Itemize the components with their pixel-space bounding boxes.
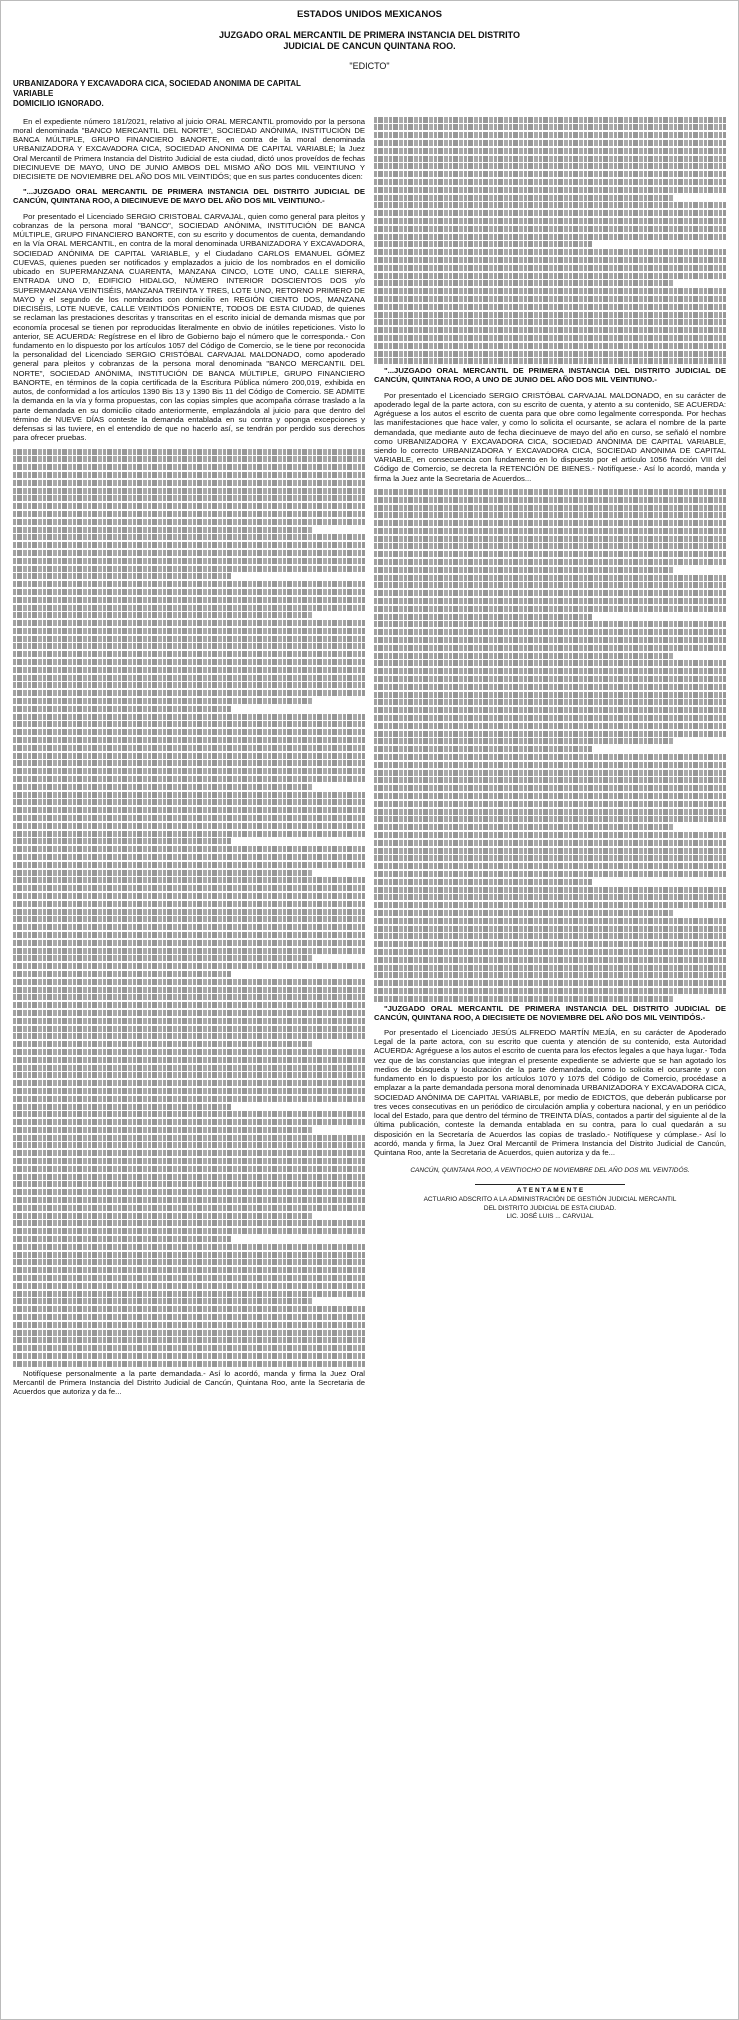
small-print-line [374, 505, 726, 511]
right-column [374, 117, 726, 1403]
small-print-line [13, 472, 365, 478]
small-print-line [374, 241, 592, 247]
small-print-line [13, 1345, 365, 1351]
body-columns [13, 117, 726, 1403]
small-print-line [13, 675, 365, 681]
small-print-line [13, 612, 312, 618]
document-header [13, 9, 726, 71]
small-print-line [13, 698, 312, 704]
small-print-line [13, 558, 365, 564]
small-print-line [374, 614, 592, 620]
small-print-line [374, 296, 726, 302]
small-print-line [13, 1018, 365, 1024]
small-print-line [13, 893, 365, 899]
small-print-line [13, 464, 365, 470]
small-print-line [374, 512, 726, 518]
small-print-line [374, 265, 726, 271]
small-print-line [374, 218, 726, 224]
small-print-line [13, 605, 365, 611]
small-print-line [13, 838, 231, 844]
small-print-line [374, 988, 726, 994]
signature-date: CANCÚN, QUINTANA ROO, A VEINTIOCHO DE NOVIEMBRE DEL AÑO DOS MIL VEINTIDÓS. [410, 1167, 690, 1175]
small-print-line [13, 1026, 365, 1032]
court-title-line1: JUZGADO ORAL MERCANTIL DE PRIMERA INSTANCIA DEL DISTRITO [218, 30, 520, 40]
small-print-line [13, 636, 365, 642]
small-print-line [374, 894, 726, 900]
small-print-line [374, 660, 726, 666]
small-print-line [374, 902, 726, 908]
small-print-line [374, 210, 726, 216]
small-print-line [374, 140, 726, 146]
small-print-line [13, 916, 365, 922]
signature-name: LIC. JOSÉ LUIS ... CARVIJAL [506, 1213, 594, 1221]
small-print-line [374, 288, 726, 294]
small-print-line [13, 846, 365, 852]
auto1-body: Por presentado el Licenciado SERGIO CRISTOBAL CARVAJAL, quien como general para pleitos y cobranzas de la persona moral "BANCO", SOCIEDAD ANÓNIMA, INSTITUCIÓN DE BANCA MÚLTIPLE, GRUPO FINANCIERO BANORTE, con su escrito y documentos de cuenta, demandando en la Vía ORAL MERCANTIL, en contra de la moral denominada URBANIZADORA Y EXCAVADORA, SOCIEDAD ANÓNIMA DE CAPITAL VARIABLE, y el Ciudadano CARLOS EMANUEL GÓMEZ CUEVAS, quienes pueden ser notificados y emplazados a juicio de los nombrados en el domicilio ubicado en SUPERMANZANA CUARENTA, MANZANA CINCO, LOTE UNO, CALLE SIERRA, ENTRADA UNO D, EDIFICIO HIDALGO, NÚMERO INTERIOR DOSCIENTOS DOS y/o SUPERMANZANA VEINTISÉIS, MANZANA TREINTA Y TRES, LOTE UNO, RETORNO PRIMERO DE MAYO y el segundo de los nombrados con domicilio en REGIÓN CIENTO DOS, MANZANA DIECISÉIS, LOTE NUEVE, CALLE VEINTIDÓS PONIENTE, TODOS DE ESTA CIUDAD, de quienes se reclaman las prestaciones descritas y transcritas en el escrito inicial de demanda mismas que por economía procesal se tienen por reproducidas literalmente en obvio de inútiles repeticiones. Visto lo anterior, SE ACUERDA: Regístrese en el libro de Gobierno bajo el número que le corresponda.- Con fundamento en lo dispuesto por los artículos 1057 del Código de Comercio, se le tiene por reconocida la personalidad del Licenciado SERGIO CRISTÓBAL CARVAJAL MALDONADO, como apoderado general para pleitos y cobranzas de la persona moral denominada "BANCO MERCANTIL DEL NORTE", SOCIEDAD ANÓNIMA, INSTITUCIÓN DE BANCA MÚLTIPLE, GRUPO FINANCIERO BANORTE, en términos de la copia certificada de la Escritura Pública número 200,019, exhibida en autos, de conformidad a los artículos 1390 Bis 13 y 1390 Bis 11 del Código de Comercio. SE ADMITE la demanda en la vía y forma propuestas, con las copias simples que acompaña córrase traslado a la parte demandada en su domicilio citado anteriormente, emplazándola al juicio para que dentro del término de NUEVE DÍAS conteste la demanda entablada en su contra y oponga excepciones y defensas si las tuviere, en el entendido de que no hacerlo así, se tendrán por perdido sus derechos para ofrecer pruebas. [13, 211, 365, 443]
small-print-line [374, 949, 726, 955]
small-print-line [13, 480, 365, 486]
small-print-line [374, 551, 726, 557]
country-title: ESTADOS UNIDOS MEXICANOS [297, 9, 442, 20]
small-print-line [374, 520, 726, 526]
small-print-line [374, 816, 726, 822]
small-print-line [13, 792, 365, 798]
small-print-line [374, 304, 726, 310]
court-title [13, 30, 726, 52]
small-print-line [374, 343, 726, 349]
small-print-line [13, 643, 365, 649]
small-print-line [374, 187, 726, 193]
small-print-line [374, 489, 726, 495]
small-print-line [374, 692, 726, 698]
small-print-line [13, 1057, 365, 1063]
small-print-line [374, 606, 726, 612]
small-print-line [374, 972, 726, 978]
small-print-line [13, 1291, 365, 1297]
small-print-line [13, 979, 365, 985]
small-print-line [13, 527, 312, 533]
small-print-line [374, 598, 726, 604]
small-print-line [13, 940, 365, 946]
small-print-line [13, 706, 231, 712]
small-print-line [374, 871, 726, 877]
small-print-line [13, 1220, 365, 1226]
small-print-line [13, 1127, 312, 1133]
small-print-line [13, 1205, 365, 1211]
auto3-body: Por presentado el Licenciado JESÚS ALFREDO MARTÍN MEJÍA, en su carácter de Apoderado Legal de la parte actora, con su escrito que cuenta y atención de su contenido, esta Autoridad ACUERDA: Agréguese a los autos el escrito de cuenta para los efectos legales a que haya lugar.- Toda vez que de las constancias que integran el presente expediente se advierte que se han agotado los medios de búsqueda y localización de la parte demandada, como lo solicita el ocursante y con fundamento en lo dispuesto por los artículos 1070 y 1075 del Código de Comercio, procédase a emplazar a la parte demandada persona moral denominada URBANIZADORA Y EXCAVADORA CICA, SOCIEDAD ANÓNIMA DE CAPITAL VARIABLE, por medio de EDICTOS, que deberán publicarse por tres veces consecutivas en un periódico de circulación amplia y cobertura nacional, y en un periódico local del Estado, para que dentro del término de TREINTA DÍAS, contados a partir del siguiente al de la última publicación, conteste la demanda entablada en su contra, para lo cual quedarán a su disposición en la Secretaría de Acuerdos las copias de traslado.- Notifíquese y cúmplase.- Así lo acordó, manda y firma, la Juez Oral Mercantil de Primera Instancia del Distrito Judicial de Cancún, Quintana Roo, ante la Secretaria de Acuerdos, quien autoriza y da fe... [374, 1027, 726, 1158]
small-print-line [13, 877, 365, 883]
small-print-line [374, 723, 726, 729]
right-column-continuation-top [374, 117, 726, 365]
small-print-line [13, 807, 365, 813]
small-print-line [374, 863, 726, 869]
small-print-line [374, 559, 726, 565]
small-print-line [374, 543, 726, 549]
small-print-line [13, 495, 365, 501]
small-print-line [374, 918, 726, 924]
small-print-line [374, 590, 726, 596]
small-print-line [374, 699, 726, 705]
small-print-line [13, 870, 312, 876]
edicto-label: "EDICTO" [349, 60, 390, 71]
small-print-line [374, 785, 726, 791]
small-print-line [13, 1010, 365, 1016]
small-print-line [13, 1337, 365, 1343]
small-print-line [13, 760, 365, 766]
auto1-heading: "...JUZGADO ORAL MERCANTIL DE PRIMERA INSTANCIA DEL DISTRITO JUDICIAL DE CANCÚN, QUINTANA ROO, A DIECINUEVE DE MAYO DEL AÑO DOS MIL VEINTIUNO.- [13, 187, 365, 206]
small-print-line [374, 358, 726, 364]
small-print-line [13, 1181, 365, 1187]
small-print-line [13, 628, 365, 634]
small-print-line [13, 776, 365, 782]
right-column-continuation-mid [374, 489, 726, 1002]
small-print-line [374, 746, 592, 752]
small-print-line [13, 901, 365, 907]
auto2-body: Por presentado el Licenciado SERGIO CRISTÓBAL CARVAJAL MALDONADO, en su carácter de apoderado legal de la parte actora, con su escrito de cuenta, y atento a su contenido, SE ACUERDA: Agréguese a los autos el escrito de cuenta para que obre como legalmente corresponda. Por hechas las manifestaciones que hace valer, y como lo solicita el ocursante, se aclara el nombre de la parte demandada, que mediante auto de fecha diecinueve de mayo del año en curso, se señaló el nombre como URBANIZADORA Y EXCAVADORA CICA, SOCIEDAD ANÓNIMA DE CAPITAL VARIABLE, siendo lo correcto URBANIZADORA Y EXCAVADORA CICA, SOCIEDAD ANONIMA DE CAPITAL VARIABLE, en consecuencia con fundamento en lo dispuesto por el artículo 1056 fracción VIII del Código de Comercio, se decreta la RETENCIÓN DE BIENES.- Notifíquese.- Así lo acordó, manda y firma la Juez ante la Secretaria de Acuerdos... [374, 390, 726, 483]
small-print-line [13, 1041, 312, 1047]
small-print-line [13, 924, 365, 930]
small-print-line [374, 933, 726, 939]
small-print-line [13, 597, 365, 603]
small-print-line [13, 1213, 312, 1219]
small-print-line [374, 497, 726, 503]
small-print-line [374, 762, 726, 768]
small-print-line [13, 449, 365, 455]
small-print-line [374, 257, 726, 263]
small-print-line [374, 645, 726, 651]
small-print-line [374, 163, 726, 169]
signature-role: ACTUARIO ADSCRITO A LA ADMINISTRACIÓN DE GESTIÓN JUDICIAL MERCANTIL [423, 1195, 677, 1203]
small-print-line [374, 629, 726, 635]
small-print-line [13, 799, 365, 805]
auto1-closing: Notifíquese personalmente a la parte demandada.- Así lo acordó, manda y firma la Juez Oral Mercantil de Primera Instancia del Distrito Judicial de Cancún, Quintana Roo, ante la Secretaria de Acuerdos que autoriza y da fe... [13, 1368, 365, 1397]
signature-atentamente: A T E N T A M E N T E [516, 1187, 584, 1195]
small-print-line [13, 1283, 365, 1289]
court-title-line2: JUDICIAL DE CANCUN QUINTANA ROO. [283, 40, 456, 51]
small-print-line [13, 1330, 365, 1336]
small-print-line [13, 1065, 365, 1071]
small-print-line [13, 511, 365, 517]
small-print-line [13, 831, 365, 837]
small-print-line [13, 589, 365, 595]
small-print-line [374, 910, 673, 916]
small-print-line [374, 327, 726, 333]
auto3-heading: "JUZGADO ORAL MERCANTIL DE PRIMERA INSTANCIA DEL DISTRITO JUDICIAL DE CANCÚN, QUINTANA ROO, A DIECISIETE DE NOVIEMBRE DEL AÑO DOS MIL VEINTIDÓS.- [374, 1003, 726, 1022]
small-print-line [374, 637, 726, 643]
small-print-line [374, 738, 673, 744]
small-print-line [13, 862, 365, 868]
addressee-line1: URBANIZADORA Y EXCAVADORA CICA, SOCIEDAD ANONIMA DE CAPITAL [13, 78, 301, 88]
small-print-line [374, 957, 726, 963]
small-print-line [13, 784, 312, 790]
small-print-line [13, 566, 365, 572]
small-print-line [374, 567, 673, 573]
small-print-line [13, 534, 365, 540]
small-print-line [13, 971, 231, 977]
small-print-line [374, 777, 726, 783]
addressee-block [13, 79, 363, 109]
small-print-line [374, 809, 726, 815]
small-print-line [374, 824, 673, 830]
small-print-line [374, 840, 726, 846]
small-print-line [13, 519, 365, 525]
small-print-line [13, 768, 365, 774]
small-print-line [13, 987, 365, 993]
small-print-line [374, 536, 726, 542]
left-column-continuation [13, 449, 365, 1367]
addressee-line3: DOMICILIO IGNORADO. [13, 98, 104, 108]
small-print-line [374, 621, 726, 627]
left-column [13, 117, 365, 1403]
small-print-line [374, 707, 726, 713]
small-print-line [13, 690, 365, 696]
small-print-line [374, 668, 726, 674]
signature-block [374, 1167, 726, 1222]
intro-paragraph: En el expediente número 181/2021, relativo al juicio ORAL MERCANTIL promovido por la persona moral denominada "BANCO MERCANTIL DEL NORTE", SOCIEDAD ANÓNIMA, INSTITUCIÓN DE BANCA MÚLTIPLE, GRUPO FINANCIERO BANORTE, en contra de la moral denominada URBANIZADORA Y EXCAVADORA CICA, SOCIEDAD ANONIMA DE CAPITAL VARIABLE; la Juez Oral Mercantil de Primera Instancia del Distrito Judicial de esta ciudad, dictó unos proveídos de fechas DIECINUEVE DE MAYO, UNO DE JUNIO AMBOS DEL MISMO AÑO DOS MIL VEINTIUNO Y DIECISIETE DE NOVIEMBRE DEL AÑO DOS MIL VEINTIDÓS; que en sus partes conducentes dicen: [13, 116, 365, 181]
small-print-line [13, 1049, 365, 1055]
small-print-line [374, 249, 726, 255]
small-print-line [374, 156, 726, 162]
small-print-line [13, 1158, 365, 1164]
small-print-line [374, 280, 673, 286]
small-print-line [13, 1361, 365, 1367]
small-print-line [374, 148, 726, 154]
small-print-line [374, 770, 726, 776]
small-print-line [13, 550, 365, 556]
small-print-line [13, 1111, 365, 1117]
small-print-line [13, 909, 365, 915]
small-print-line [13, 1189, 365, 1195]
small-print-line [374, 234, 726, 240]
small-print-line [374, 754, 726, 760]
small-print-line [13, 1322, 365, 1328]
small-print-line [13, 1166, 365, 1172]
small-print-line [374, 684, 726, 690]
small-print-line [13, 1236, 231, 1242]
small-print-line [13, 1267, 365, 1273]
small-print-line [13, 659, 365, 665]
small-print-line [374, 319, 726, 325]
small-print-line [13, 1244, 365, 1250]
small-print-line [13, 1150, 365, 1156]
small-print-line [374, 575, 726, 581]
small-print-line [374, 528, 726, 534]
small-print-line [374, 124, 726, 130]
small-print-line [374, 731, 726, 737]
small-print-line [13, 753, 365, 759]
small-print-line [374, 879, 592, 885]
small-print-line [13, 885, 365, 891]
small-print-line [13, 721, 365, 727]
small-print-line [13, 1080, 365, 1086]
small-print-line [13, 948, 365, 954]
small-print-line [13, 714, 365, 720]
small-print-line [374, 926, 726, 932]
small-print-line [374, 202, 726, 208]
small-print-line [13, 1353, 365, 1359]
small-print-line [374, 887, 726, 893]
small-print-line [13, 1314, 365, 1320]
small-print-line [374, 676, 726, 682]
small-print-line [13, 456, 365, 462]
small-print-line [374, 996, 673, 1002]
small-print-line [13, 1298, 312, 1304]
small-print-line [374, 582, 726, 588]
small-print-line [374, 980, 726, 986]
small-print-line [13, 737, 365, 743]
small-print-line [374, 848, 726, 854]
addressee-line2: VARIABLE [13, 88, 54, 98]
small-print-line [374, 793, 726, 799]
small-print-line [13, 815, 365, 821]
small-print-line [374, 226, 726, 232]
small-print-line [374, 941, 726, 947]
small-print-line [13, 1142, 365, 1148]
auto2-heading: "...JUZGADO ORAL MERCANTIL DE PRIMERA INSTANCIA DEL DISTRITO JUDICIAL DE CANCÚN, QUINTANA ROO, A UNO DE JUNIO DEL AÑO DOS MIL VEINTIUNO.- [374, 366, 726, 385]
small-print-line [13, 488, 365, 494]
small-print-line [13, 963, 365, 969]
small-print-line [13, 503, 365, 509]
small-print-line [374, 855, 726, 861]
small-print-line [13, 1033, 365, 1039]
small-print-line [374, 171, 726, 177]
small-print-line [13, 542, 365, 548]
small-print-line [13, 667, 365, 673]
small-print-line [13, 745, 365, 751]
small-print-line [13, 1119, 365, 1125]
small-print-line [374, 312, 726, 318]
small-print-line [374, 715, 726, 721]
small-print-line [13, 1002, 365, 1008]
small-print-line [13, 854, 365, 860]
small-print-line [13, 729, 365, 735]
small-print-line [374, 653, 673, 659]
small-print-line [13, 1088, 365, 1094]
signature-line [475, 1184, 625, 1185]
small-print-line [13, 1096, 365, 1102]
small-print-line [13, 581, 365, 587]
small-print-line [374, 335, 726, 341]
small-print-line [374, 117, 726, 123]
small-print-line [13, 682, 365, 688]
small-print-line [13, 1228, 365, 1234]
small-print-line [13, 573, 231, 579]
small-print-line [13, 955, 312, 961]
small-print-line [374, 179, 726, 185]
small-print-line [374, 195, 673, 201]
small-print-line [13, 1275, 365, 1281]
small-print-line [13, 651, 365, 657]
small-print-line [374, 801, 726, 807]
small-print-line [13, 1197, 365, 1203]
small-print-line [13, 1135, 365, 1141]
small-print-line [13, 994, 365, 1000]
small-print-line [13, 620, 365, 626]
small-print-line [374, 351, 726, 357]
small-print-line [13, 932, 365, 938]
signature-district: DEL DISTRITO JUDICIAL DE ESTA CIUDAD. [483, 1204, 617, 1212]
small-print-line [374, 965, 726, 971]
small-print-line [13, 1072, 365, 1078]
small-print-line [374, 832, 726, 838]
small-print-line [13, 1259, 365, 1265]
small-print-line [13, 823, 365, 829]
small-print-line [13, 1252, 365, 1258]
small-print-line [374, 273, 726, 279]
small-print-line [374, 132, 726, 138]
small-print-line [13, 1174, 365, 1180]
small-print-line [13, 1306, 365, 1312]
small-print-line [13, 1104, 231, 1110]
